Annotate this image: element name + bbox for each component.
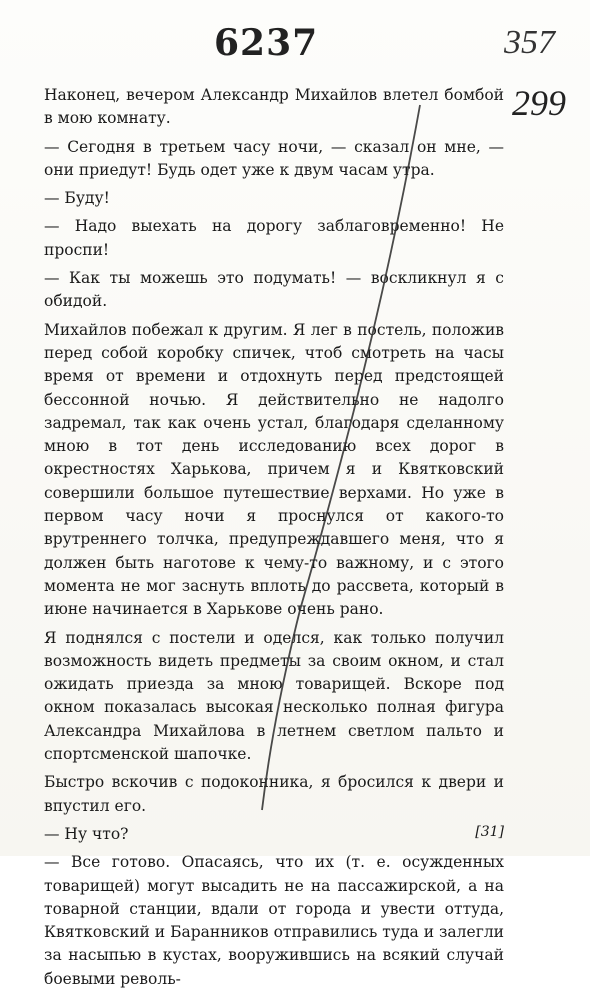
paragraph: Я поднялся с постели и оделся, как только получил возможность видеть предметы за своим окном, и стал ожидать приезда за мною товарищей. Вскоре под окном показалась высокая несколько полная фигура Александра Михайлова в летнем светлом пальто и спортсменской шапочке. [44, 628, 504, 764]
paragraph: Быстро вскочив с подоконника, я бросился к двери и впустил его. [44, 773, 504, 815]
handwritten-number-side: 299 [512, 83, 566, 123]
paragraph: Михайлов побежал к другим. Я лег в постель, положив перед собой коробку спичек, чтоб смотреть на часы время от времени и отдохнуть перед предстоящей бессонной ночью. Я действительно не надолго задремал, так как очень устал, благодаря сделанному мною в тот день исследованию всех дорог в окрестностях Харькова, причем я и Квятковский совершили большое путешествие верхами. Но уже в первом часу ночи я проснулся от какого-то врутреннего толчка, предупреждавшего меня, что я должен быть наготове к чему-то важному, и с этого момента не мог заснуть вплоть до рассвета, который в июне начинается в Харькове очень рано. [44, 320, 504, 619]
paragraph: — Все готово. Опасаясь, что их (т. е. осужденных товарищей) могут высадить не на пассажирской, а на товарной станции, вдали от города и увести оттуда, Квятковский и Баранников отправились туда и залегли за насыпью в кустах, вооружившись на всякий случай боевыми револь- [44, 853, 504, 988]
paragraph: Наконец, вечером Александр Михайлов влетел бомбой в мою комнату. [44, 86, 504, 128]
paragraph: — Как ты можешь это подумать! — воскликнул я с обидой. [44, 269, 504, 311]
handwritten-number-top: 357 [504, 24, 555, 61]
body-text [44, 84, 504, 996]
page-footer-number: [ 31] [475, 824, 504, 840]
paragraph: — Надо выехать на дорогу заблаговременно! Не проспи! [44, 217, 504, 259]
paragraph: — Буду! [44, 189, 110, 208]
paragraph: — Сегодня в третьем часу ночи, — сказал он мне, — они приедут! Будь одет уже к двум часам утра. [44, 137, 504, 179]
printed-page-number: 6237 [214, 22, 319, 64]
paragraph: — Ну что? [44, 824, 129, 843]
